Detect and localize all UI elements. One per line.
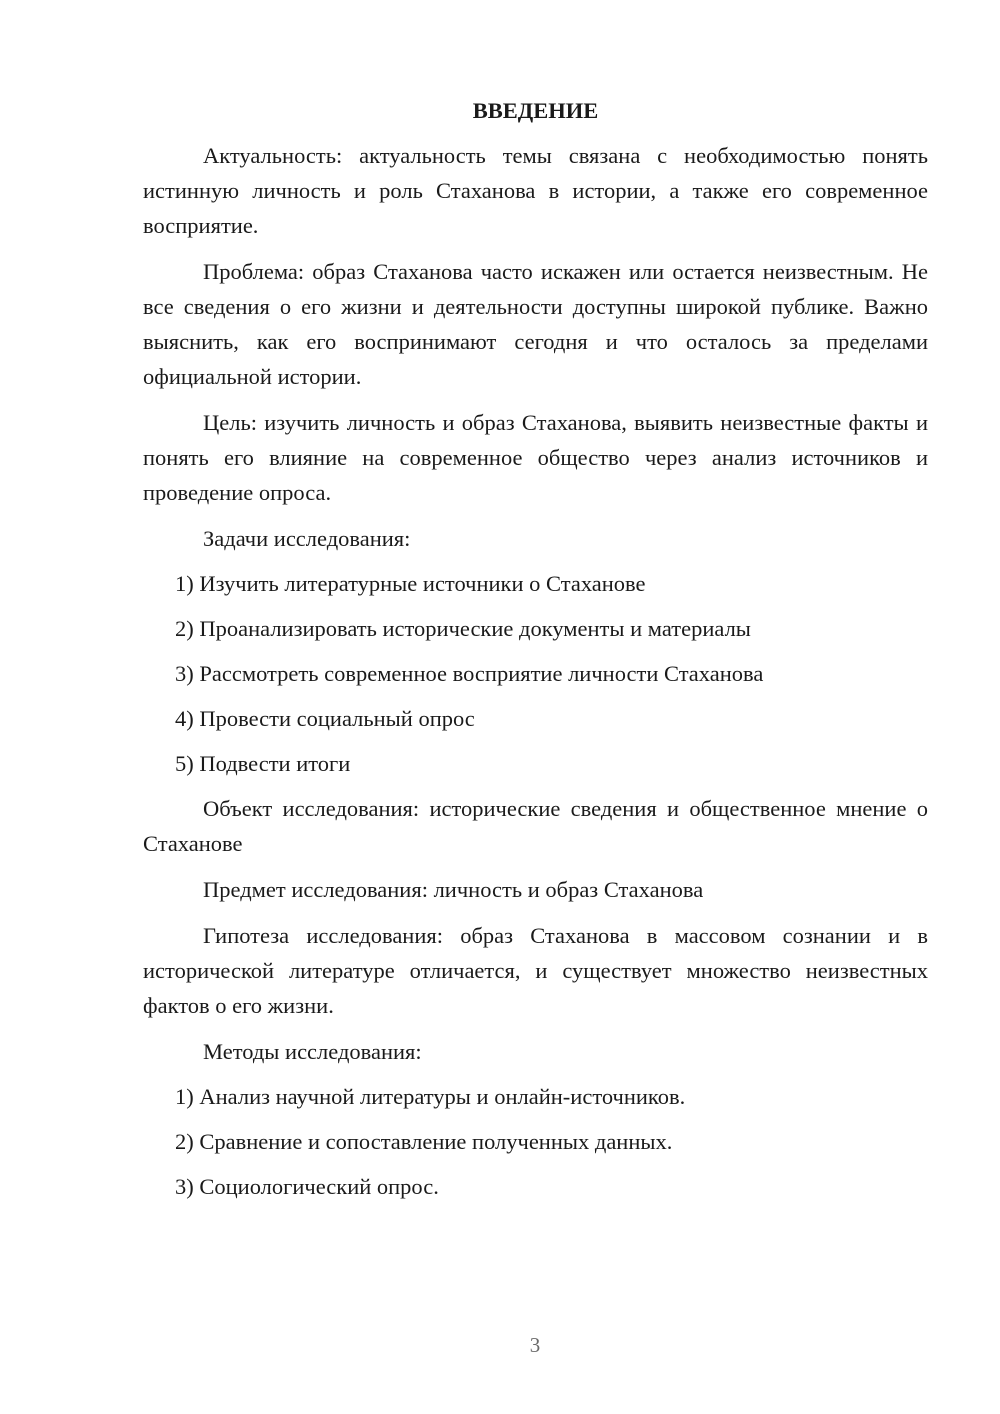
list-item: 1) Анализ научной литературы и онлайн-источников. (175, 1084, 686, 1109)
problem-paragraph: Проблема: образ Стаханова часто искажен или остается неизвестным. Не все сведения о его жизни и деятельности доступны широкой публике. Важно выяснить, как его воспринимают сегодня и что осталось за пределами официальной истории. (143, 259, 928, 389)
list-item: 2) Сравнение и сопоставление полученных данных. (175, 1129, 673, 1154)
relevance-paragraph: Актуальность: актуальность темы связана с необходимостью понять истинную личность и роль Стаханова в истории, а также его современное восприятие. (143, 143, 928, 238)
tasks-heading: Задачи исследования: (203, 526, 411, 551)
list-item: 3) Социологический опрос. (175, 1174, 439, 1199)
page-number: 3 (529, 1333, 541, 1357)
methods-list (143, 1079, 928, 1204)
list-item: 5) Подвести итоги (175, 751, 351, 776)
tasks-list (143, 566, 928, 781)
methods-heading: Методы исследования: (203, 1039, 422, 1064)
goal-paragraph: Цель: изучить личность и образ Стаханова, выявить неизвестные факты и понять его влияние на современное общество через анализ источников и проведение опроса. (143, 410, 928, 505)
page-content (143, 96, 928, 1214)
subject-paragraph: Предмет исследования: личность и образ Стаханова (203, 877, 704, 902)
object-paragraph: Объект исследования: исторические сведения и общественное мнение о Стаханове (143, 796, 928, 856)
list-item: 4) Провести социальный опрос (175, 706, 475, 731)
hypothesis-paragraph: Гипотеза исследования: образ Стаханова в массовом сознании и в исторической литературе отличается, и существует множество неизвестных фактов о его жизни. (143, 923, 928, 1018)
section-title: ВВЕДЕНИЕ (472, 98, 599, 123)
list-item: 1) Изучить литературные источники о Стаханове (175, 571, 646, 596)
list-item: 2) Проанализировать исторические документы и материалы (175, 616, 751, 641)
list-item: 3) Рассмотреть современное восприятие личности Стаханова (175, 661, 764, 686)
